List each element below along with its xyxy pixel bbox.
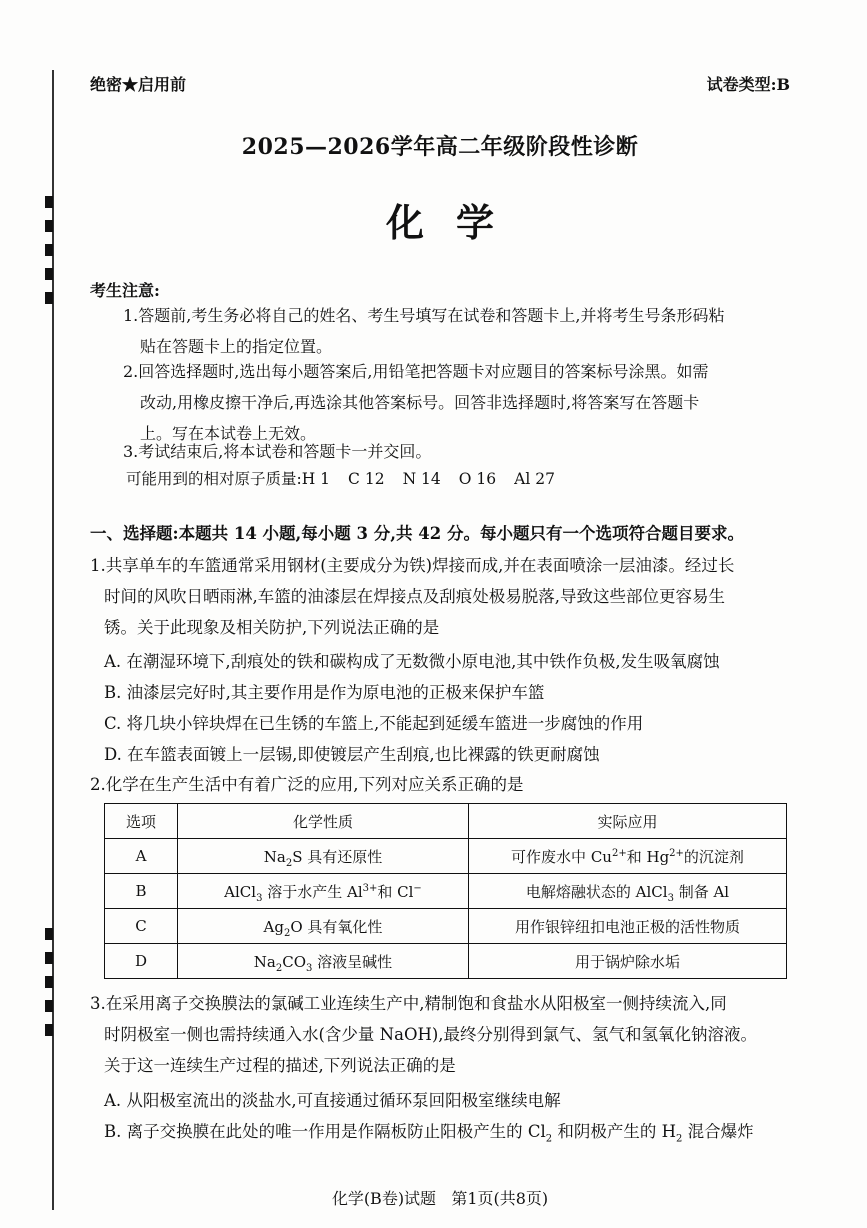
notice-line: 上。写在本试卷上无效。: [140, 424, 317, 443]
confidential-label: 绝密★启用前: [90, 75, 187, 94]
charge-superscript: 2+: [669, 847, 684, 859]
q1-option-a: A. 在潮湿环境下,刮痕处的铁和碳构成了无数微小原电池,其中铁作负极,发生吸氧腐蚀: [104, 652, 720, 671]
stem-line: 关于这一连续生产过程的描述,下列说法正确的是: [104, 1056, 456, 1075]
formula-subscript: 2: [283, 927, 291, 939]
table-header: 化学性质: [178, 804, 469, 839]
formula-part: AlCl: [224, 882, 257, 901]
formula-part: Na: [263, 847, 286, 866]
page-footer: 化学(B卷)试题 第1页(共8页): [331, 1189, 549, 1208]
charge-superscript: 2+: [611, 847, 627, 859]
table-row: [105, 909, 787, 944]
registration-mark: [45, 928, 53, 940]
exam-title: 2025—2026学年高二年级阶段性诊断: [241, 134, 639, 160]
notice-item-3: [123, 436, 783, 467]
stem-line: 时阴极室一侧也需持续通入水(含少量 NaOH),最终分别得到氯气、氢气和氢氧化钠溶液。: [104, 1025, 758, 1044]
table-header: 选项: [105, 804, 178, 839]
atomic-masses: [126, 467, 573, 489]
question-1-stem: [90, 550, 790, 643]
notice-line: 贴在答题卡上的指定位置。: [140, 337, 333, 356]
registration-mark: [45, 244, 53, 256]
registration-mark: [45, 976, 53, 988]
q2-table: [104, 803, 787, 979]
application-cell: [469, 874, 787, 909]
notice-line: 3.考试结束后,将本试卷和答题卡一并交回。: [123, 442, 432, 461]
formula-subscript: 2: [275, 962, 283, 974]
property-cell: [178, 944, 469, 979]
notice-line: 1.答题前,考生务必将自己的姓名、考生号填写在试卷和答题卡上,并将考生号条形码粘: [123, 306, 725, 325]
formula-part: Na: [253, 952, 276, 971]
stem-line: 锈。关于此现象及相关防护,下列说法正确的是: [104, 618, 440, 637]
question-2-stem: 2.化学在生产生活中有着广泛的应用,下列对应关系正确的是: [90, 775, 524, 794]
registration-mark: [45, 220, 53, 232]
subject-title: 化学: [385, 200, 526, 245]
table-header: 实际应用: [469, 804, 787, 839]
atomic-mass-al: Al 27: [514, 470, 555, 488]
application-cell: [469, 839, 787, 874]
stem-line: 1.共享单车的车篮通常采用钢材(主要成分为铁)焊接而成,并在表面喷涂一层油漆。经过长: [90, 556, 735, 575]
text-part: 可作废水中 Cu: [511, 847, 612, 866]
table-header-row: [105, 804, 787, 839]
property-cell: [178, 909, 469, 944]
text-part: 溶液呈碱性: [312, 952, 393, 971]
registration-mark: [45, 196, 53, 208]
q3-option-b: [104, 1118, 794, 1145]
table-row: [105, 839, 787, 874]
option-cell: C: [105, 909, 178, 944]
q1-option-b: B. 油漆层完好时,其主要作用是作为原电池的正极来保护车篮: [104, 683, 545, 702]
text-part: 和 Hg: [626, 847, 670, 866]
formula-part: Ag: [263, 917, 284, 936]
text-part: B. 离子交换膜在此处的唯一作用是作隔板防止阳极产生的 Cl: [104, 1122, 546, 1141]
registration-mark: [45, 268, 53, 280]
formula-subscript: 3: [256, 892, 263, 904]
registration-mark: [45, 1024, 53, 1036]
notice-line: 2.回答选择题时,选出每小题答案后,用铅笔把答题卡对应题目的答案标号涂黑。如需: [123, 362, 709, 381]
text-part: 和阴极产生的 H: [552, 1122, 677, 1141]
option-cell: B: [105, 874, 178, 909]
atomic-mass-h: H 1: [301, 470, 331, 488]
option-cell: D: [105, 944, 178, 979]
notice-item-1: [123, 300, 783, 362]
property-cell: [178, 874, 469, 909]
charge-superscript: 3+: [362, 882, 378, 894]
question-3-stem: [90, 988, 790, 1081]
atomic-masses-label: 可能用到的相对原子质量:: [126, 470, 302, 488]
formula-subscript: 3: [306, 962, 313, 974]
formula-subscript: 2: [676, 1133, 683, 1145]
text-part: 电解熔融状态的 AlCl: [525, 882, 668, 901]
notice-heading: 考生注意:: [90, 281, 160, 300]
text-part: 的沉淀剂: [683, 847, 744, 866]
stem-line: 时间的风吹日晒雨淋,车篮的油漆层在焊接点及刮痕处极易脱落,导致这些部位更容易生: [104, 587, 725, 606]
atomic-mass-n: N 14: [402, 470, 441, 488]
paper-type-label: 试卷类型:B: [706, 75, 790, 94]
text-part: 混合爆炸: [682, 1122, 754, 1141]
option-cell: A: [105, 839, 178, 874]
formula-part: O 具有氧化性: [290, 917, 383, 936]
atomic-mass-o: O 16: [458, 470, 497, 488]
table-row: [105, 944, 787, 979]
application-cell: 用作银锌纽扣电池正极的活性物质: [469, 909, 787, 944]
formula-subscript: 2: [545, 1133, 553, 1145]
registration-mark: [45, 952, 53, 964]
formula-subscript: 2: [285, 857, 293, 869]
registration-mark: [45, 292, 53, 304]
formula-subscript: 3: [667, 892, 674, 904]
binding-marks: [45, 0, 55, 1228]
q1-option-d: D. 在车篮表面镀上一层锡,即使镀层产生刮痕,也比裸露的铁更耐腐蚀: [104, 745, 600, 764]
text-part: 溶于水产生 Al: [262, 882, 363, 901]
formula-part: CO: [282, 952, 307, 971]
stem-line: 3.在采用离子交换膜法的氯碱工业连续生产中,精制饱和食盐水从阳极室一侧持续流入,同: [90, 994, 727, 1013]
formula-part: S 具有还原性: [292, 847, 383, 866]
atomic-mass-c: C 12: [348, 470, 385, 488]
q1-option-c: C. 将几块小锌块焊在已生锈的车篮上,不能起到延缓车篮进一步腐蚀的作用: [104, 714, 644, 733]
q3-option-a: A. 从阳极室流出的淡盐水,可直接通过循环泵回阳极室继续电解: [104, 1091, 561, 1110]
property-cell: [178, 839, 469, 874]
charge-superscript: −: [413, 882, 422, 894]
notice-line: 改动,用橡皮擦干净后,再选涂其他答案标号。回答非选择题时,将答案写在答题卡: [140, 393, 700, 412]
registration-mark: [45, 1000, 53, 1012]
section-title: 一、选择题:本题共 14 小题,每小题 3 分,共 42 分。每小题只有一个选项符合题目要求。: [90, 524, 744, 543]
text-part: 制备 Al: [673, 882, 730, 901]
application-cell: 用于锅炉除水垢: [469, 944, 787, 979]
text-part: 和 Cl: [377, 882, 414, 901]
table-row: [105, 874, 787, 909]
